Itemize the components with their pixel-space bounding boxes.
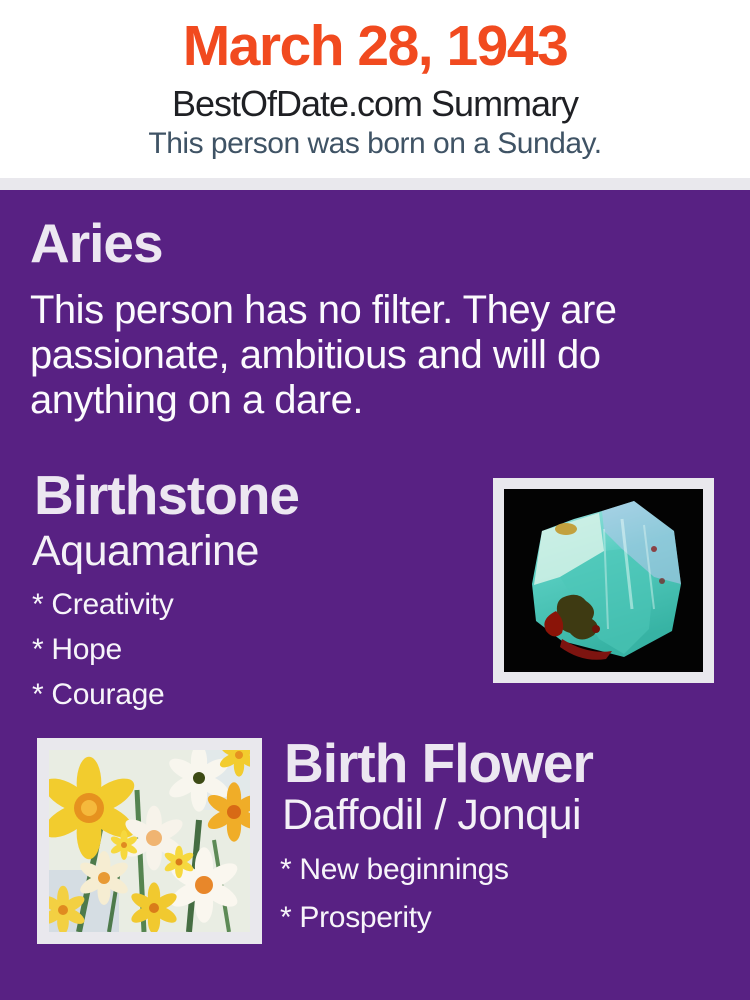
birthstone-trait: * Courage xyxy=(32,678,165,711)
birthstone-section-title: Birthstone xyxy=(34,464,299,526)
birth-flower-trait-list xyxy=(280,846,509,942)
birthstone-trait: * Creativity xyxy=(32,588,174,621)
birthstone-trait: * Hope xyxy=(32,633,122,666)
zodiac-description: This person has no filter. They are passionate, ambitious and will do anything on a dare. xyxy=(30,288,617,422)
divider-strip xyxy=(0,178,750,190)
header xyxy=(0,0,750,178)
birth-flower-name: Daffodil / Jonqui xyxy=(282,791,582,839)
birthstone-photo-frame xyxy=(493,478,714,683)
birth-flower-trait: * New beginnings xyxy=(280,853,509,886)
main-purple-panel xyxy=(0,190,750,1000)
birthstone-name: Aquamarine xyxy=(32,527,259,575)
birth-flower-section-title: Birth Flower xyxy=(284,732,593,794)
aquamarine-stone-image xyxy=(504,489,703,672)
birthstone-trait-list xyxy=(32,582,173,717)
page-title: March 28, 1943 xyxy=(182,14,568,78)
weekday-note: This person was born on a Sunday. xyxy=(148,127,602,160)
daffodil-flowers-image xyxy=(49,750,250,932)
site-summary-heading: BestOfDate.com Summary xyxy=(171,83,579,124)
birth-flower-photo-frame xyxy=(37,738,262,944)
birth-flower-trait: * Prosperity xyxy=(280,901,432,934)
zodiac-sign-title: Aries xyxy=(30,212,163,274)
